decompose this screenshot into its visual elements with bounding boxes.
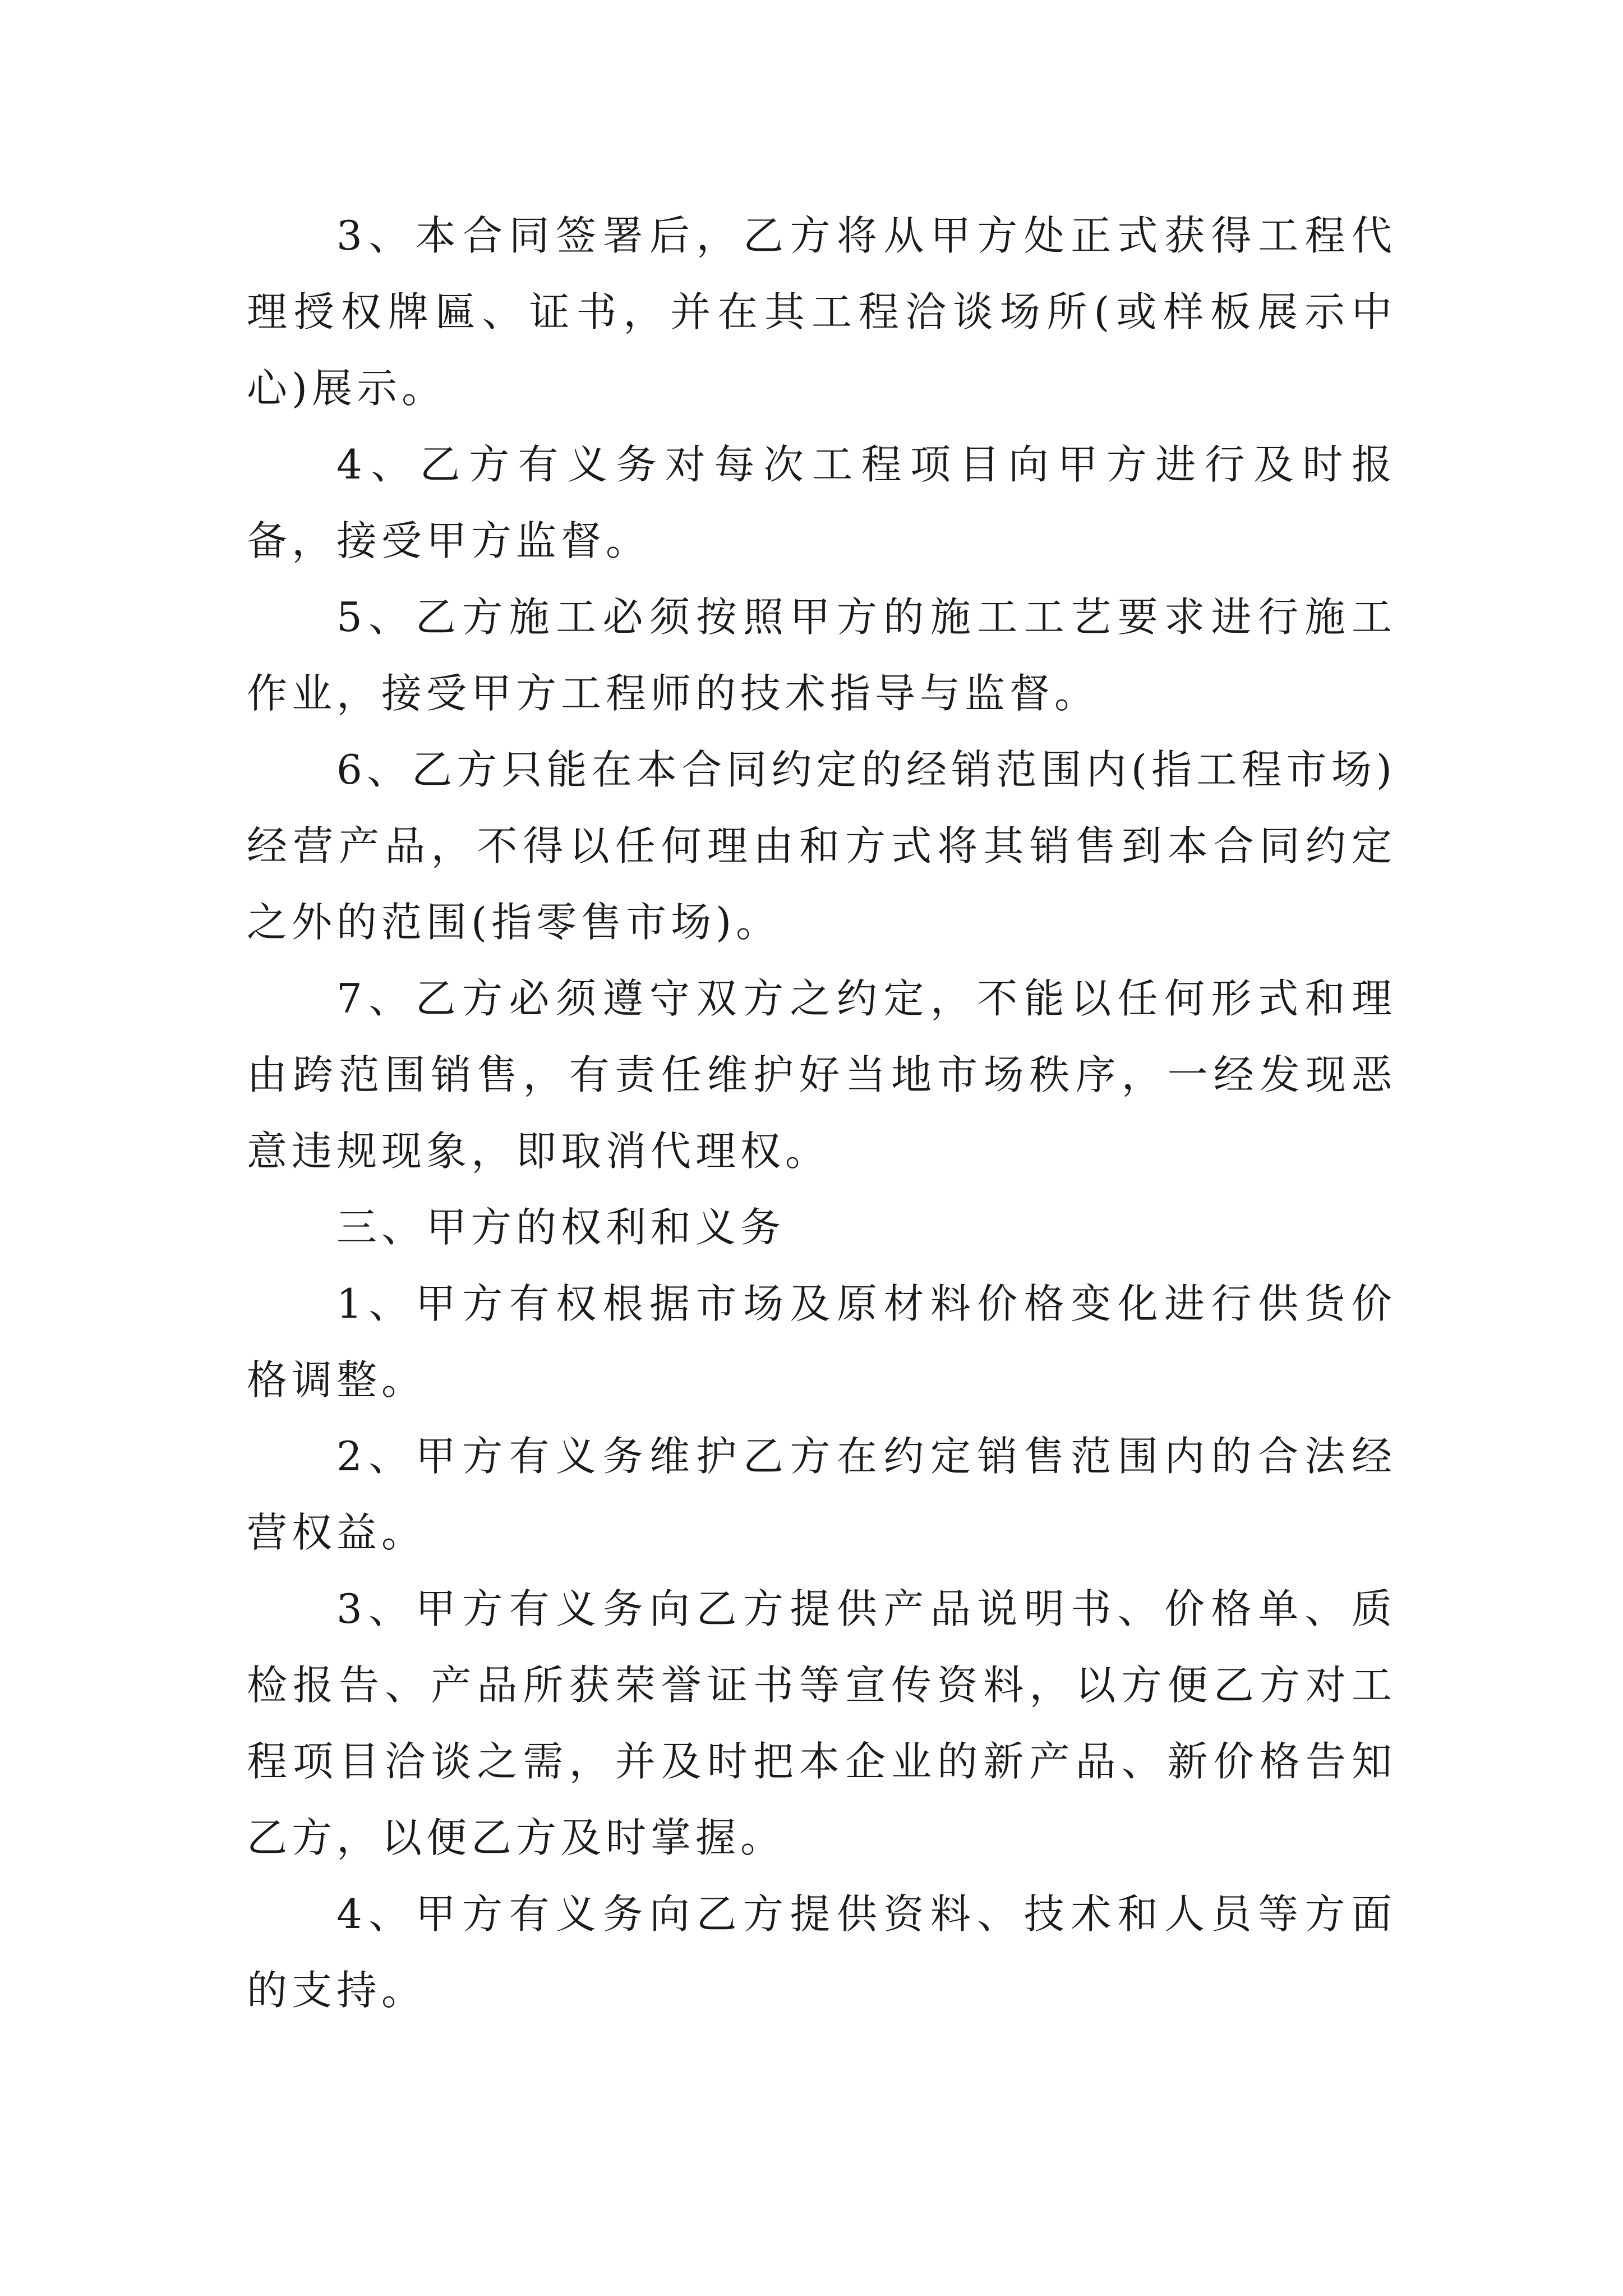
paragraph-a-clause-1: 1、甲方有权根据市场及原材料价格变化进行供货价格调整。 [247,1280,1396,1404]
paragraph-a-clause-3: 3、甲方有义务向乙方提供产品说明书、价格单、质检报告、产品所获荣誉证书等宣传资料，以方便乙方对工程项目洽谈之需，并及时把本企业的新产品、新价格告知乙方，以便乙方及时掌握。 [247,1585,1396,1861]
paragraph-a-clause-4: 4、甲方有义务向乙方提供资料、技术和人员等方面的支持。 [247,1890,1396,2014]
paragraph-clause-3: 3、本合同签署后，乙方将从甲方处正式获得工程代理授权牌匾、证书，并在其工程洽谈场所(或样板展示中心)展示。 [247,212,1396,412]
paragraph-clause-5: 5、乙方施工必须按照甲方的施工工艺要求进行施工作业，接受甲方工程师的技术指导与监督。 [247,593,1396,717]
paragraph-clause-4: 4、乙方有义务对每次工程项目向甲方进行及时报备，接受甲方监督。 [247,441,1396,564]
section-heading-party-a-rights: 三、甲方的权利和义务 [336,1204,786,1251]
paragraph-clause-6: 6、乙方只能在本合同约定的经销范围内(指工程市场)经营产品，不得以任何理由和方式将其销售到本合同约定之外的范围(指零售市场)。 [247,746,1396,946]
paragraph-a-clause-2: 2、甲方有义务维护乙方在约定销售范围内的合法经营权益。 [247,1433,1396,1556]
document-body [247,197,1396,2028]
paragraph-clause-7: 7、乙方必须遵守双方之约定，不能以任何形式和理由跨范围销售，有责任维护好当地市场秩序，一经发现恶意违规现象，即取消代理权。 [247,975,1396,1175]
